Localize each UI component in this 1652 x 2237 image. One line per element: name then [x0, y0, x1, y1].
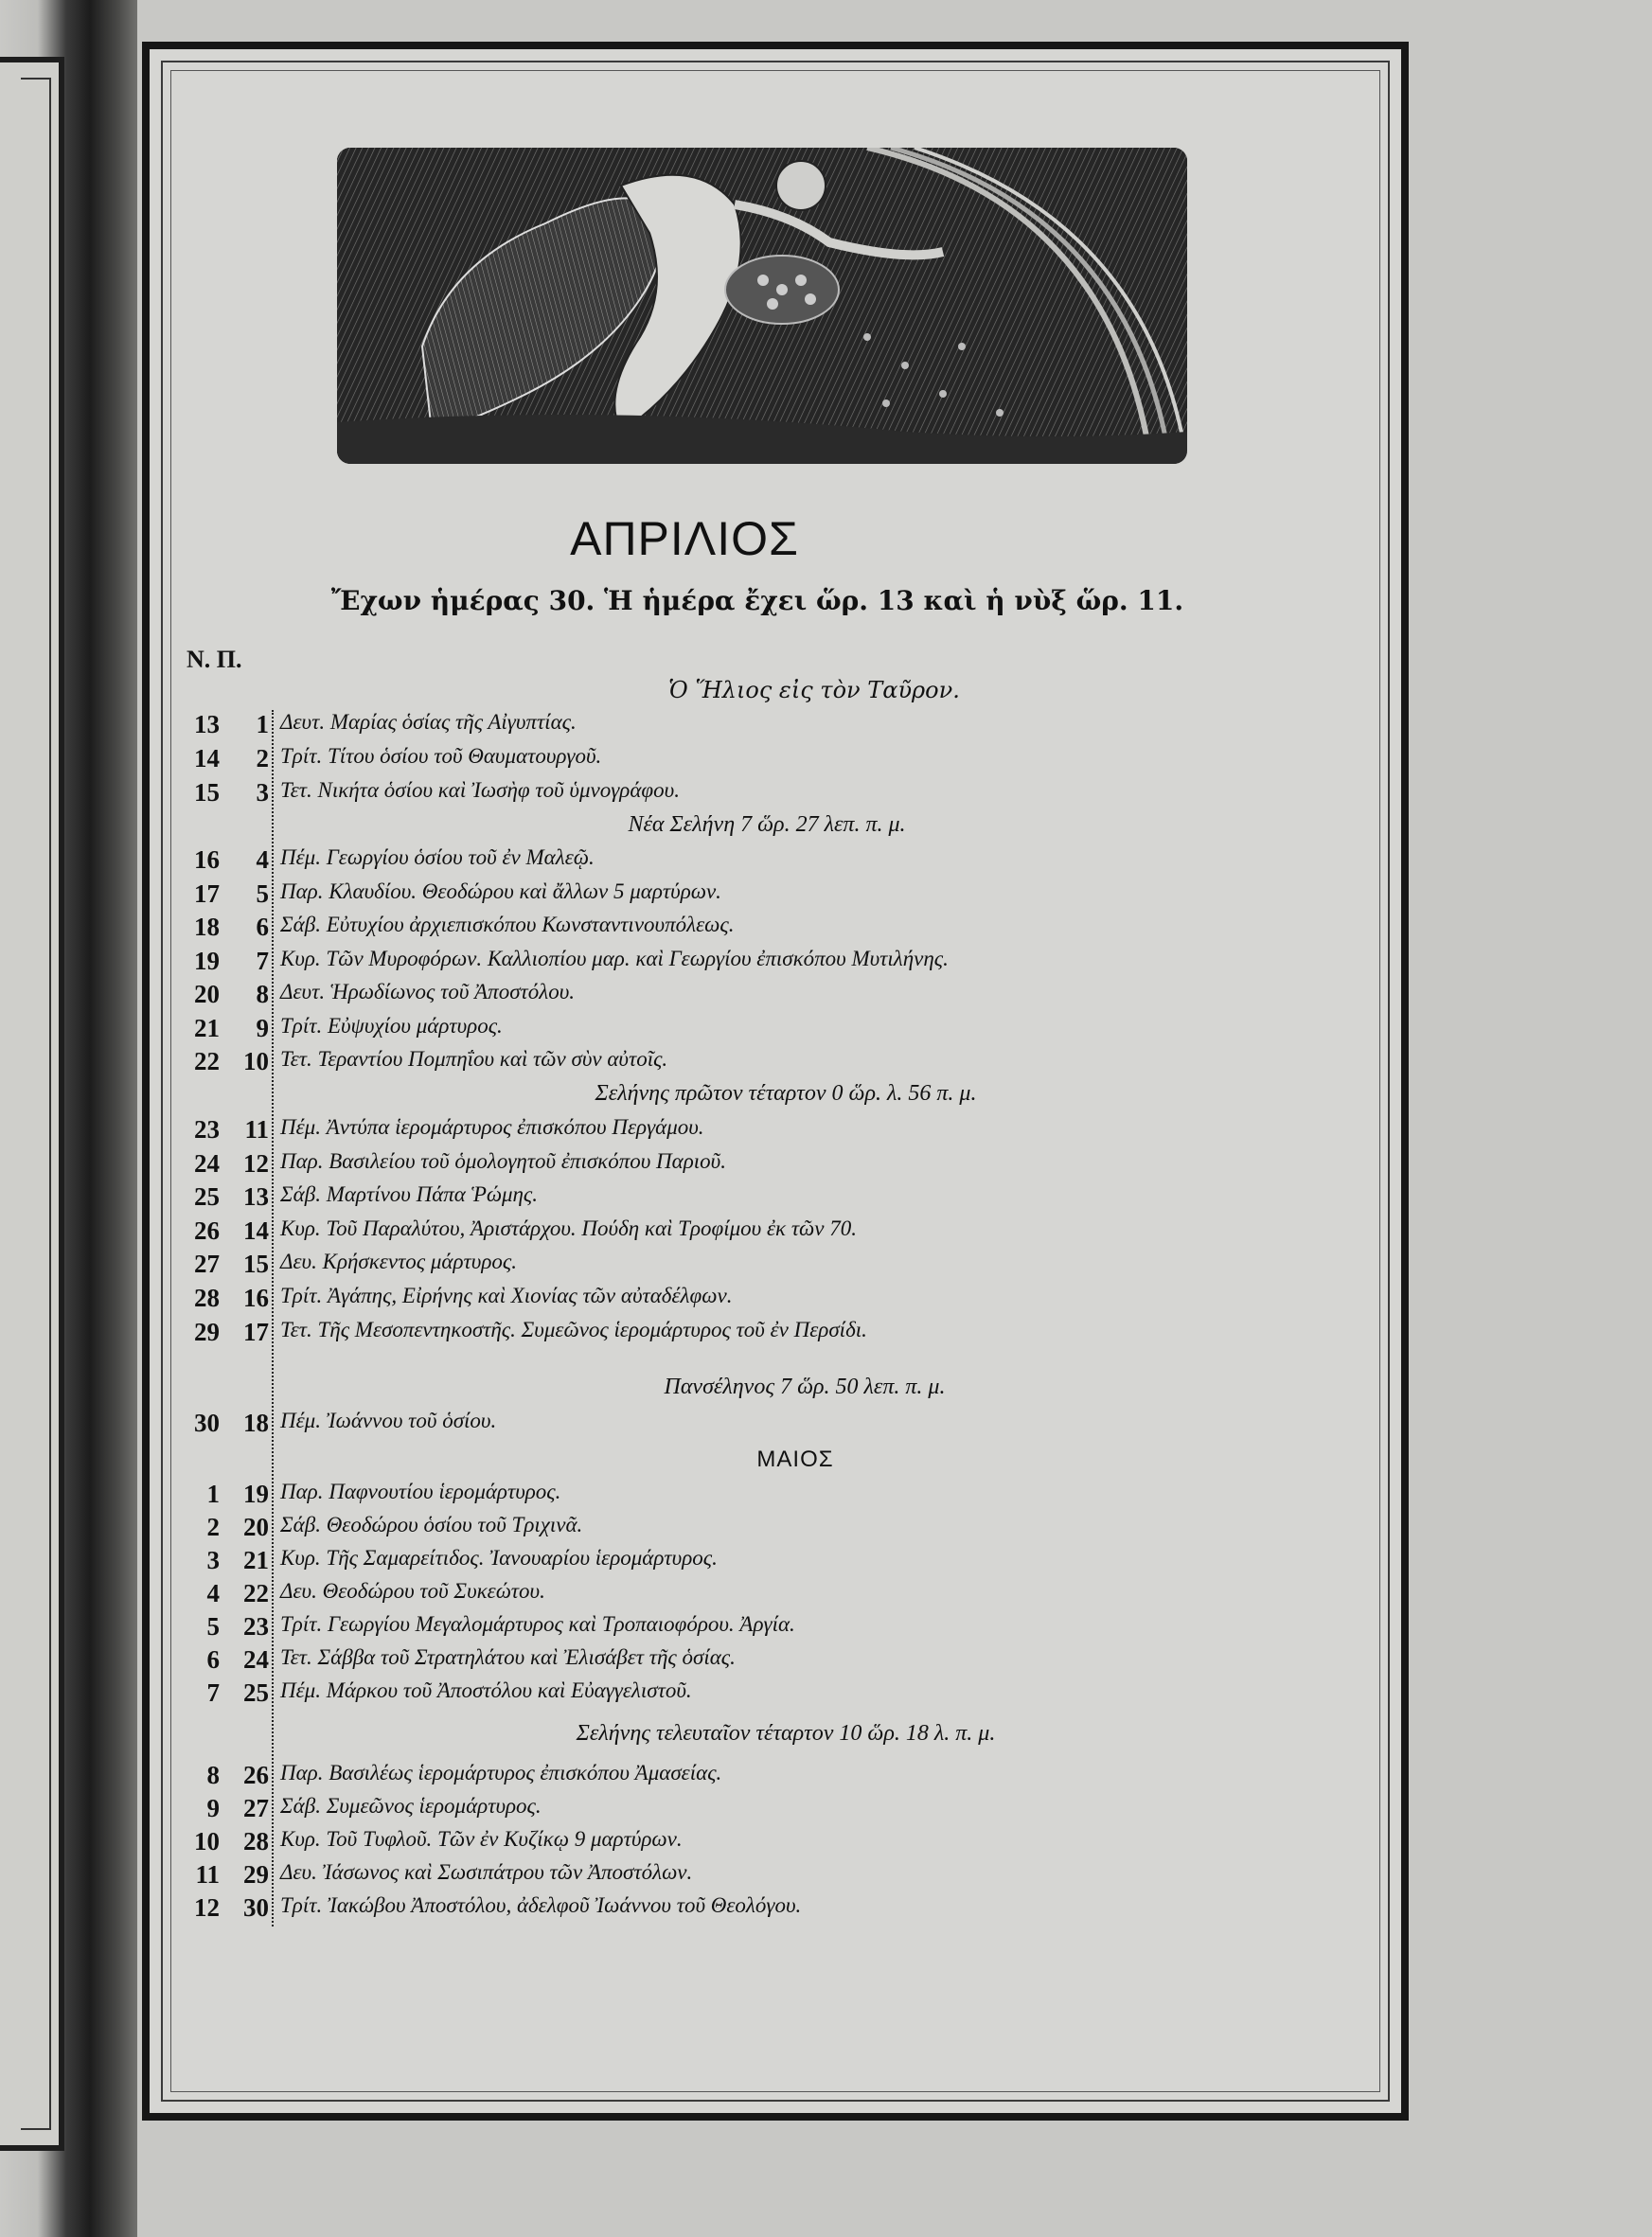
new-style-day: 28 [243, 1827, 269, 1855]
feast-text: Δευ. Κρήσκεντος μάρτυρος. [280, 1250, 517, 1273]
old-style-day: 12 [194, 1893, 220, 1922]
new-style-day: 16 [243, 1284, 269, 1312]
new-style-day: 23 [243, 1612, 269, 1641]
new-style-day: 4 [256, 845, 269, 874]
old-style-day: 18 [194, 913, 220, 941]
new-style-day: 14 [243, 1216, 269, 1245]
old-style-day: 29 [194, 1318, 220, 1346]
previous-page-edge [0, 57, 64, 2151]
feast-text: Δευτ. Ἡρωδίωνος τοῦ Ἀποστόλου. [280, 980, 576, 1003]
new-style-day: 19 [243, 1480, 269, 1508]
feast-text: Τετ. Τεραντίου Πομπηΐου καὶ τῶν σὺν αὐτοῖς. [280, 1047, 668, 1071]
feast-text: Πέμ. Γεωργίου ὁσίου τοῦ ἐν Μαλεῷ. [280, 845, 595, 869]
new-style-day: 3 [256, 778, 269, 807]
old-style-day: 15 [194, 778, 220, 807]
old-style-day: 26 [194, 1216, 220, 1245]
feast-text: Κυρ. Τῶν Μυροφόρων. Καλλιοπίου μαρ. καὶ Γεωργίου ἐπισκόπου Μυτιλήνης. [280, 947, 949, 970]
feast-text: Πέμ. Μάρκου τοῦ Ἀποστόλου καὶ Εὐαγγελιστοῦ. [280, 1678, 692, 1702]
old-style-day: 17 [194, 879, 220, 908]
old-style-day: 8 [206, 1761, 220, 1789]
feast-text: Σάβ. Θεοδώρου ὁσίου τοῦ Τριχινᾶ. [280, 1513, 583, 1536]
old-style-day: 5 [206, 1612, 220, 1641]
feast-text: Τετ. Τῆς Μεσοπεντηκοστῆς. Συμεῶνος ἱερομάρτυρος τοῦ ἐν Περσίδι. [280, 1318, 867, 1341]
last-quarter-note: Σελήνης τελευταῖον τέταρτον 10 ὥρ. 18 λ. π. μ. [576, 1721, 996, 1746]
previous-page-border [21, 78, 51, 2130]
old-style-day: 25 [194, 1182, 220, 1211]
feast-text: Τρίτ. Εὐψυχίου μάρτυρος. [280, 1014, 503, 1038]
engraving-illustration [337, 148, 1187, 464]
old-style-day: 20 [194, 980, 220, 1008]
feast-text: Παρ. Βασιλέως ἱερομάρτυρος ἐπισκόπου Ἀμασείας. [280, 1761, 722, 1784]
feast-text: Σάβ. Μαρτίνου Πάπα Ῥώμης. [280, 1182, 539, 1206]
new-moon-note: Νέα Σελήνη 7 ὥρ. 27 λεπ. π. μ. [628, 812, 906, 837]
old-style-day: 24 [194, 1149, 220, 1178]
old-style-day: 11 [195, 1860, 220, 1889]
new-style-day: 8 [256, 980, 269, 1008]
old-style-day: 28 [194, 1284, 220, 1312]
month-title-text: ΑΠΡΙΛΙΟΣ [570, 512, 799, 565]
new-style-day: 24 [243, 1645, 269, 1674]
feast-text: Τρίτ. Γεωργίου Μεγαλομάρτυρος καὶ Τροπαιοφόρου. Ἀργία. [280, 1612, 795, 1636]
feast-text: Παρ. Κλαυδίου. Θεοδώρου καὶ ἄλλων 5 μαρτύρων. [280, 879, 721, 903]
feast-text: Πέμ. Ἰωάννου τοῦ ὁσίου. [280, 1409, 497, 1432]
feast-text: Τετ. Σάββα τοῦ Στρατηλάτου καὶ Ἐλισάβετ τῆς ὁσίας. [280, 1645, 736, 1669]
column-divider [272, 710, 275, 1926]
new-style-day: 29 [243, 1860, 269, 1889]
new-style-day: 21 [243, 1546, 269, 1574]
feast-text: Τρίτ. Τίτου ὁσίου τοῦ Θαυματουργοῦ. [280, 744, 602, 768]
feast-text: Σάβ. Συμεῶνος ἱερομάρτυρος. [280, 1794, 542, 1818]
second-month-title: ΜΑΙΟΣ [756, 1447, 834, 1472]
old-style-day: 30 [194, 1409, 220, 1437]
new-style-day: 18 [243, 1409, 269, 1437]
new-style-day: 22 [243, 1579, 269, 1607]
feast-text: Τρίτ. Ἀγάπης, Εἰρήνης καὶ Χιονίας τῶν αὐταδέλφων. [280, 1284, 733, 1307]
new-style-day: 27 [243, 1794, 269, 1822]
old-style-day: 4 [206, 1579, 220, 1607]
old-style-day: 22 [194, 1047, 220, 1075]
old-style-day: 27 [194, 1250, 220, 1278]
month-subtitle: Ἔχων ἡμέρας 30. Ἡ ἡμέρα ἔχει ὥρ. 13 καὶ ἡ νὺξ ὥρ. 11. [330, 585, 1184, 616]
new-style-day: 5 [256, 879, 269, 908]
new-style-day: 17 [243, 1318, 269, 1346]
new-style-day: 12 [243, 1149, 269, 1178]
feast-text: Κυρ. Τῆς Σαμαρείτιδος. Ἰανουαρίου ἱερομάρτυρος. [280, 1546, 718, 1570]
new-style-day: 26 [243, 1761, 269, 1789]
column-headers: Ν. Π. [187, 646, 242, 673]
first-quarter-note: Σελήνης πρῶτον τέταρτον 0 ὥρ. λ. 56 π. μ. [595, 1081, 977, 1106]
old-style-day: 2 [206, 1513, 220, 1541]
feast-text: Τετ. Νικήτα ὁσίου καὶ Ἰωσὴφ τοῦ ὑμνογράφου. [280, 778, 680, 802]
new-style-day: 9 [256, 1014, 269, 1042]
new-style-day: 11 [244, 1115, 269, 1144]
feast-text: Πέμ. Ἀντύπα ἱερομάρτυρος ἐπισκόπου Περγάμου. [280, 1115, 704, 1139]
old-style-day: 9 [206, 1794, 220, 1822]
feast-text: Κυρ. Τοῦ Τυφλοῦ. Τῶν ἐν Κυζίκῳ 9 μαρτύρων. [280, 1827, 683, 1851]
new-style-day: 7 [256, 947, 269, 975]
new-style-day: 20 [243, 1513, 269, 1541]
feast-text: Τρίτ. Ἰακώβου Ἀποστόλου, ἀδελφοῦ Ἰωάννου τοῦ Θεολόγου. [280, 1893, 802, 1917]
new-style-day: 25 [243, 1678, 269, 1707]
feast-text: Κυρ. Τοῦ Παραλύτου, Ἀριστάρχου. Πούδη καὶ Τροφίμου ἐκ τῶν 70. [280, 1216, 858, 1240]
old-style-day: 19 [194, 947, 220, 975]
new-style-day: 10 [243, 1047, 269, 1075]
feast-text: Δευ. Ἰάσωνος καὶ Σωσιπάτρου τῶν Ἀποστόλων. [280, 1860, 693, 1884]
feast-text: Σάβ. Εὐτυχίου ἀρχιεπισκόπου Κωνσταντινουπόλεως. [280, 913, 735, 936]
old-style-day: 1 [206, 1480, 220, 1508]
new-style-day: 6 [256, 913, 269, 941]
new-style-day: 1 [256, 710, 269, 738]
old-style-day: 3 [206, 1546, 220, 1574]
feast-text: Δευτ. Μαρίας ὁσίας τῆς Αἰγυπτίας. [280, 710, 577, 734]
engraving-drawing [337, 148, 1187, 464]
old-style-day: 13 [194, 710, 220, 738]
zodiac-sign-line: Ὁ Ἥλιος εἰς τὸν Ταῦρον. [668, 677, 960, 703]
old-style-day: 10 [194, 1827, 220, 1855]
old-style-day: 21 [194, 1014, 220, 1042]
new-style-day: 13 [243, 1182, 269, 1211]
feast-text: Δευ. Θεοδώρου τοῦ Συκεώτου. [280, 1579, 545, 1603]
feast-text: Παρ. Παφνουτίου ἱερομάρτυρος. [280, 1480, 561, 1503]
old-style-day: 14 [194, 744, 220, 772]
full-moon-note: Πανσέληνος 7 ὥρ. 50 λεπ. π. μ. [664, 1375, 946, 1399]
old-style-day: 7 [206, 1678, 220, 1707]
old-style-day: 23 [194, 1115, 220, 1144]
new-style-day: 2 [256, 744, 269, 772]
feast-text: Παρ. Βασιλείου τοῦ ὁμολογητοῦ ἐπισκόπου Παριοῦ. [280, 1149, 726, 1173]
month-title [0, 511, 1377, 566]
new-style-day: 30 [243, 1893, 269, 1922]
old-style-day: 16 [194, 845, 220, 874]
old-style-day: 6 [206, 1645, 220, 1674]
new-style-day: 15 [243, 1250, 269, 1278]
